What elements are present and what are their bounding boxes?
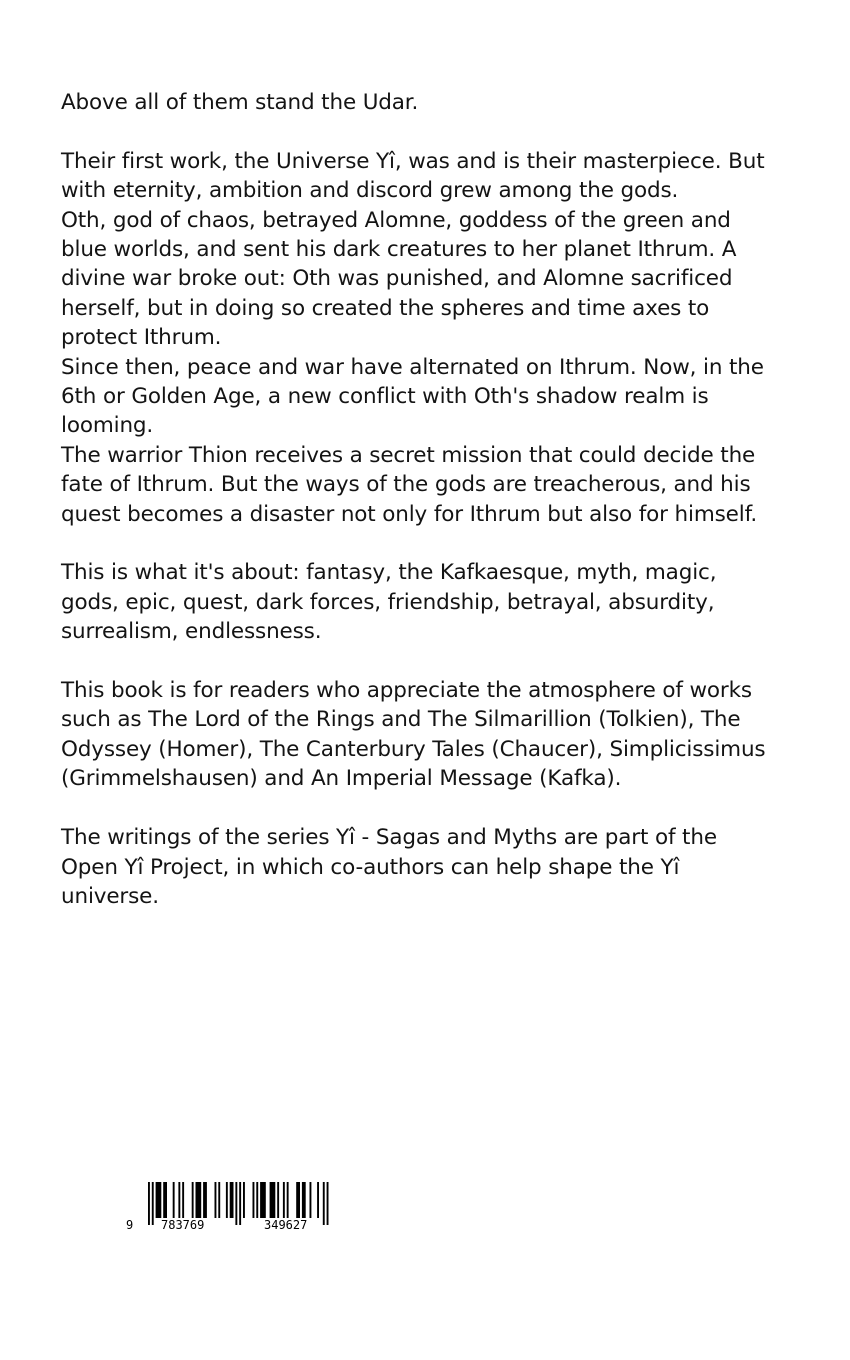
barcode-bar xyxy=(163,1182,167,1218)
barcode-guard-bar xyxy=(327,1182,329,1225)
barcode-bar xyxy=(253,1182,255,1218)
paragraph-oth-betrayal: Oth, god of chaos, betrayed Alomne, goddess of the green and blue worlds, and sent his dark creatures to her planet Ithrum. A divine war broke out: Oth was punished, and Alomne sacrificed herself, but in doing so created the spheres and time axes to protect Ithrum. xyxy=(61,207,737,351)
isbn-barcode xyxy=(124,1180,334,1232)
paragraph-thion-mission: The warrior Thion receives a secret mission that could decide the fate of Ithrum. But the ways of the gods are treacherous, and his quest becomes a disaster not only for Ithrum but also for himself. xyxy=(61,442,758,527)
barcode-bar xyxy=(218,1182,220,1218)
paragraph-udar: Above all of them stand the Udar. xyxy=(61,90,419,115)
barcode-bar xyxy=(287,1182,289,1218)
barcode-lead-digit: 9 xyxy=(126,1218,134,1232)
paragraph-readers: This book is for readers who appreciate the atmosphere of works such as The Lord of the Rings and The Silmarillion (Tolkien), The Odyssey (Homer), The Canterbury Tales (Chaucer), Simplicissimus (Grimmelshausen) and An Imperial Message (Kafka). xyxy=(61,678,766,792)
barcode-graphic xyxy=(124,1180,334,1232)
barcode-bar xyxy=(226,1182,228,1218)
barcode-bar xyxy=(317,1182,319,1218)
paragraph-universe: Their first work, the Universe Yî, was and is their masterpiece. But with eternity, ambition and discord grew among the gods. xyxy=(61,148,765,204)
barcode-bar xyxy=(178,1182,180,1218)
barcode-bar xyxy=(302,1182,306,1218)
barcode-bar xyxy=(260,1182,266,1218)
barcode-bar xyxy=(277,1182,279,1218)
paragraph-open-project: The writings of the series Yî - Sagas and Myths are part of the Open Yî Project, in which co-authors can help shape the Yî universe. xyxy=(61,825,717,909)
barcode-bar xyxy=(173,1182,175,1218)
barcode-bar xyxy=(203,1182,207,1218)
barcode-bar xyxy=(215,1182,217,1218)
barcode-bar xyxy=(296,1182,300,1218)
barcode-bar xyxy=(256,1182,258,1218)
barcode-bar xyxy=(310,1182,312,1218)
blurb-text xyxy=(61,88,777,911)
barcode-guard-bar xyxy=(235,1182,237,1225)
paragraph-golden-age: Since then, peace and war have alternated on Ithrum. Now, in the 6th or Golden Age, a new conflict with Oth's shadow realm is looming. xyxy=(61,354,764,439)
barcode-guard-bar xyxy=(148,1182,150,1225)
barcode-bar xyxy=(270,1182,276,1218)
barcode-guard-bar xyxy=(323,1182,325,1225)
paragraph-themes: This is what it's about: fantasy, the Kafkaesque, myth, magic, gods, epic, quest, dark forces, friendship, betrayal, absurdity, surrealism, endlessness. xyxy=(61,560,717,645)
barcode-bar xyxy=(283,1182,285,1218)
barcode-bar xyxy=(156,1182,162,1218)
barcode-bar xyxy=(243,1182,245,1218)
barcode-bar xyxy=(230,1182,234,1218)
barcode-bar xyxy=(182,1182,184,1218)
barcode-guard-bar xyxy=(152,1182,154,1225)
barcode-guard-bar xyxy=(239,1182,241,1225)
barcode-right-digits: 349627 xyxy=(264,1218,308,1232)
barcode-bar xyxy=(196,1182,202,1218)
barcode-bar xyxy=(192,1182,194,1218)
barcode-left-digits: 783769 xyxy=(161,1218,205,1232)
